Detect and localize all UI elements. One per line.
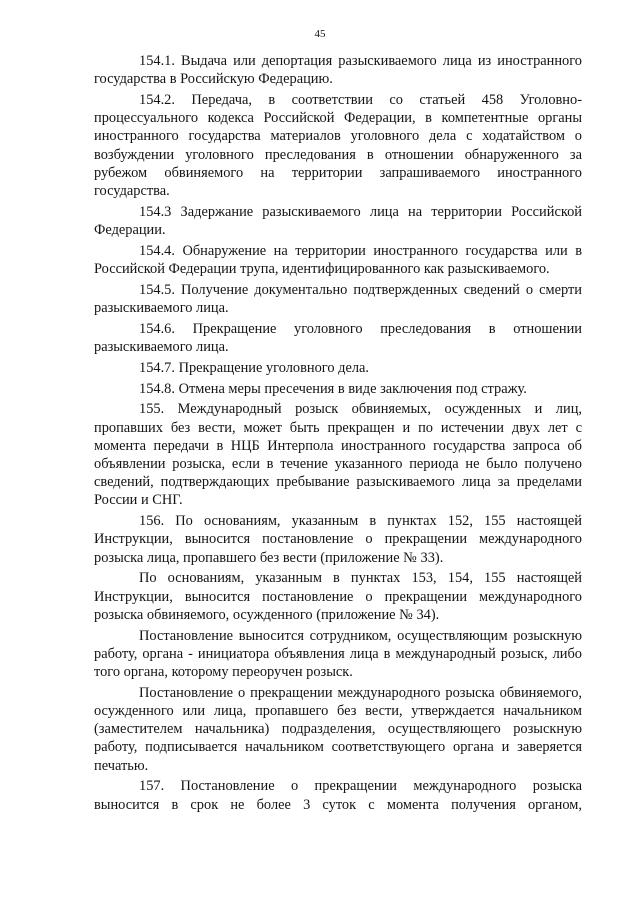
paragraph-154-8: 154.8. Отмена меры пресечения в виде заключения под стражу. bbox=[139, 380, 527, 397]
paragraph-157: 157. Постановление о прекращении международного розыска выносится в срок не более 3 суток с момента получения органом, bbox=[94, 778, 582, 813]
document-body bbox=[94, 52, 582, 816]
paragraph-154-4: 154.4. Обнаружение на территории иностранного государства или в Российской Федерации трупа, идентифицированного как разыскиваемого. bbox=[94, 242, 582, 278]
paragraph-154-6: 154.6. Прекращение уголовного преследования в отношении разыскиваемого лица. bbox=[94, 320, 582, 356]
paragraph-155: 155. Международный розыск обвиняемых, осужденных и лиц, пропавших без вести, может быть прекращен и по истечении двух лет с момента передачи в НЦБ Интерпола иностранного государства запроса об объявлении розыска, если в течение указанного периода не было получено сведений, подтверждающих пребывание разыскиваемого лица за пределами России и СНГ. bbox=[94, 401, 582, 509]
paragraph-154-2: 154.2. Передача, в соответствии со статьей 458 Уголовно-процессуального кодекса Российской Федерации, в компетентные органы иностранного государства материалов уголовного дела с ходатайством о возбуждении уголовного преследования в отношении обнаруженного за рубежом обвиняемого на территории запрашиваемого иностранного государства. bbox=[94, 92, 582, 200]
paragraph-154-3: 154.3 Задержание разыскиваемого лица на территории Российской Федерации. bbox=[94, 203, 582, 239]
paragraph-issuer: Постановление выносится сотрудником, осуществляющим розыскную работу, органа - инициатора объявления лица в международный розыск, либо того органа, которому переоручен розыск. bbox=[94, 627, 582, 681]
paragraph-156: 156. По основаниям, указанным в пунктах 152, 155 настоящей Инструкции, выносится постановление о прекращении международного розыска лица, пропавшего без вести (приложение № 33). bbox=[94, 513, 582, 566]
paragraph-154-7: 154.7. Прекращение уголовного дела. bbox=[139, 359, 370, 376]
paragraph-154-1: 154.1. Выдача или депортация разыскиваемого лица из иностранного государства в Российскую Федерацию. bbox=[94, 53, 582, 88]
paragraph-156-second: По основаниям, указанным в пунктах 153, 154, 155 настоящей Инструкции, выносится постановление о прекращении международного розыска обвиняемого, осужденного (приложение № 34). bbox=[94, 570, 582, 623]
paragraph-approval: Постановление о прекращении международного розыска обвиняемого, осужденного или лица, пропавшего без вести, утверждается начальником (заместителем начальника) подразделения, осуществляющего розыскную работу, подписывается начальником соответствующего органа и заверяется печатью. bbox=[94, 684, 582, 774]
paragraph-154-5: 154.5. Получение документально подтвержденных сведений о смерти разыскиваемого лица. bbox=[94, 281, 582, 317]
page-number: 45 bbox=[314, 28, 326, 40]
